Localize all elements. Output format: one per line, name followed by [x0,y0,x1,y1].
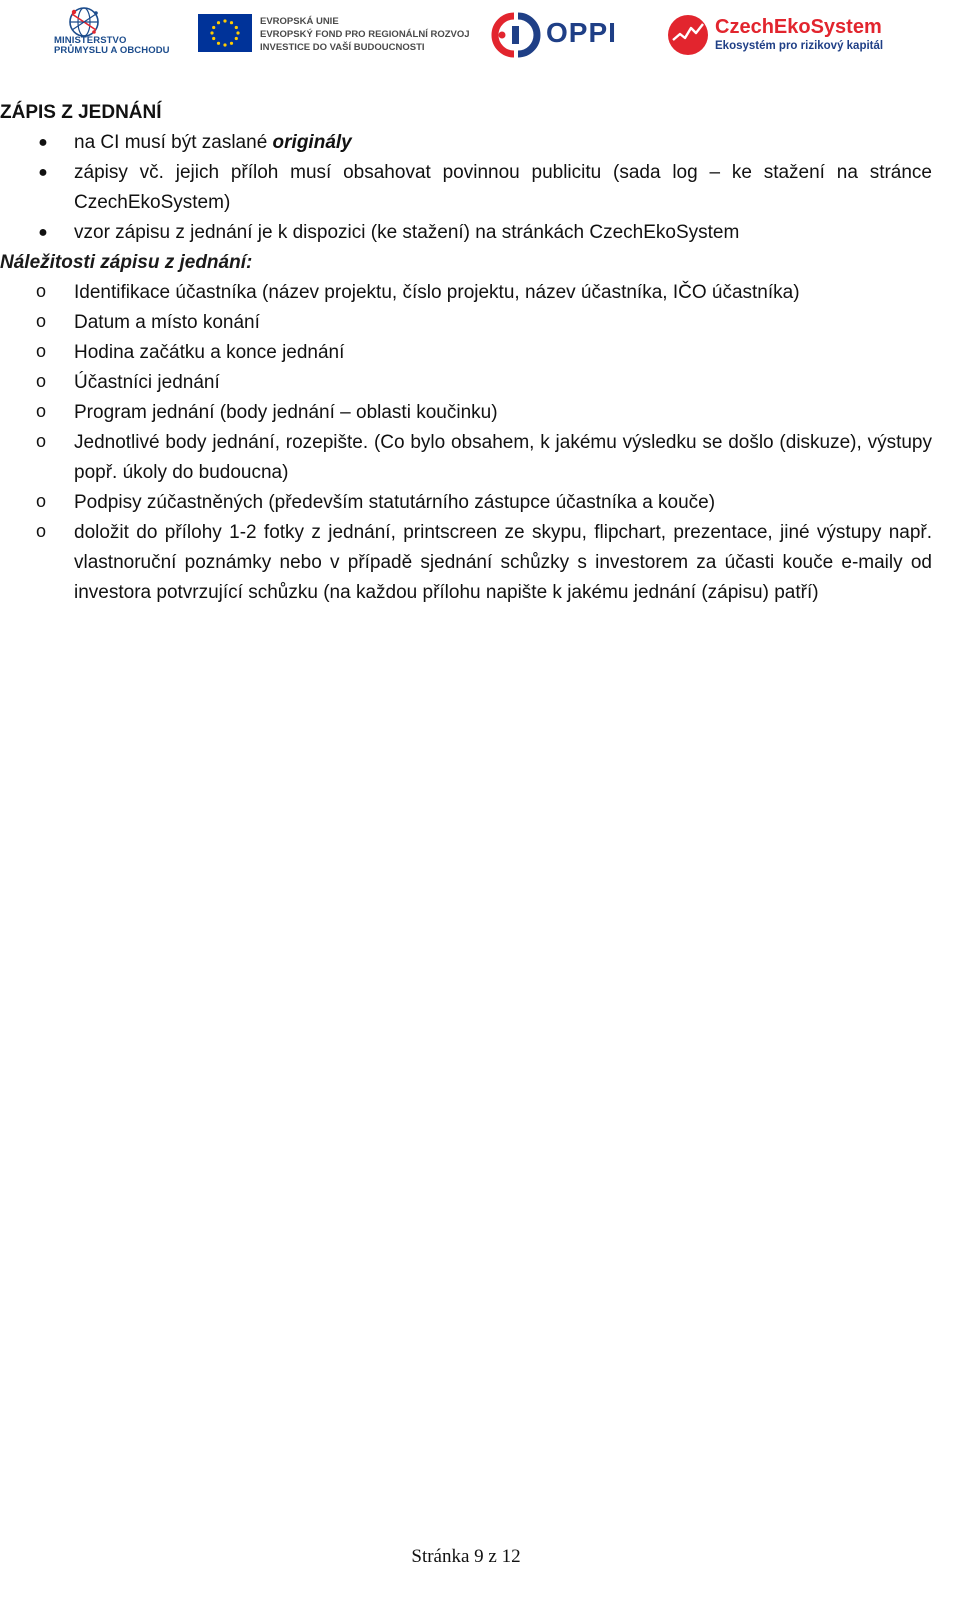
eu-logo-line2: EVROPSKÝ FOND PRO REGIONÁLNÍ ROZVOJ [260,29,470,40]
list-item [0,518,932,608]
section-subtitle: Náležitosti zápisu z jednání: [0,252,253,273]
list-item [0,398,932,428]
czechekosystem-chart-icon [667,14,709,56]
list-item [0,488,932,518]
czechekosystem-logo [665,4,905,62]
page-number: Stránka 9 z 12 [411,1546,521,1567]
circle-marker: o [35,523,47,543]
list-item-text: na CI musí být zaslané [74,132,273,153]
eu-logo-line1: EVROPSKÁ UNIE [260,16,339,27]
list-item-text: Datum a místo konání [74,312,260,333]
list-item [0,128,932,158]
eu-logo [198,4,470,62]
circle-marker: o [35,403,47,423]
circle-marker: o [35,493,47,513]
list-item [0,338,932,368]
requirements-list [0,128,932,248]
list-item-emphasis: originály [272,132,352,153]
mpo-logo [46,4,176,62]
list-item-text: Hodina začátku a konce jednání [74,342,345,363]
list-item-text: Program jednání (body jednání – oblasti koučinku) [74,402,498,423]
document-body [0,98,932,608]
mpo-logo-line2: PRŮMYSLU A OBCHODU [54,45,170,56]
mpo-globe-icon [56,4,116,38]
oppi-logo [488,4,628,62]
list-item [0,278,932,308]
mpo-logo-line1: MINISTERSTVO [54,35,127,46]
document-title: ZÁPIS Z JEDNÁNÍ [0,102,162,123]
bullet-marker: ● [38,134,48,151]
list-item [0,158,932,218]
circle-marker: o [35,343,47,363]
list-item [0,308,932,338]
oppi-symbol-icon [490,12,542,58]
list-item-text: Účastníci jednání [74,372,220,393]
list-item [0,218,932,248]
eu-logo-line3: INVESTICE DO VAŠÍ BUDOUCNOSTI [260,42,425,53]
circle-marker: o [35,433,47,453]
list-item [0,428,932,488]
list-item-text: vzor zápisu z jednání je k dispozici (ke stažení) na stránkách CzechEkoSystem [74,222,740,243]
czechekosystem-logo-tagline: Ekosystém pro rizikový kapitál [715,40,884,52]
list-item-text: Identifikace účastníka (název projektu, číslo projektu, název účastníka, IČO účastníka) [74,282,800,303]
czechekosystem-logo-name: CzechEkoSystem [715,16,882,38]
oppi-logo-word: OPPI [546,17,617,48]
list-item-text: Jednotlivé body jednání, rozepište. (Co bylo obsahem, k jakému výsledku se došlo (diskuze), výstupy popř. úkoly do budoucna) [74,432,932,483]
list-item-text: Podpisy zúčastněných (především statutárního zástupce účastníka a kouče) [74,492,716,513]
bullet-marker: ● [38,224,48,241]
circle-marker: o [35,313,47,333]
list-item-text: zápisy vč. jejich příloh musí obsahovat povinnou publicitu (sada log – ke stažení na stránce CzechEkoSystem) [74,162,932,213]
eu-flag-icon [198,14,252,52]
circle-marker: o [35,373,47,393]
logo-bar [40,4,920,62]
list-item-text: doložit do přílohy 1-2 fotky z jednání, printscreen ze skypu, flipchart, prezentace, jiné výstupy např. vlastnoruční poznámky nebo v případě sjednání schůzky s investorem za účasti kouče e-maily od investora potvrzující schůzku (na každou přílohu napište k jakému jednání (zápisu) patří) [74,522,932,603]
minutes-items-list [0,278,932,608]
circle-marker: o [35,283,47,303]
list-item [0,368,932,398]
bullet-marker: ● [38,164,48,181]
